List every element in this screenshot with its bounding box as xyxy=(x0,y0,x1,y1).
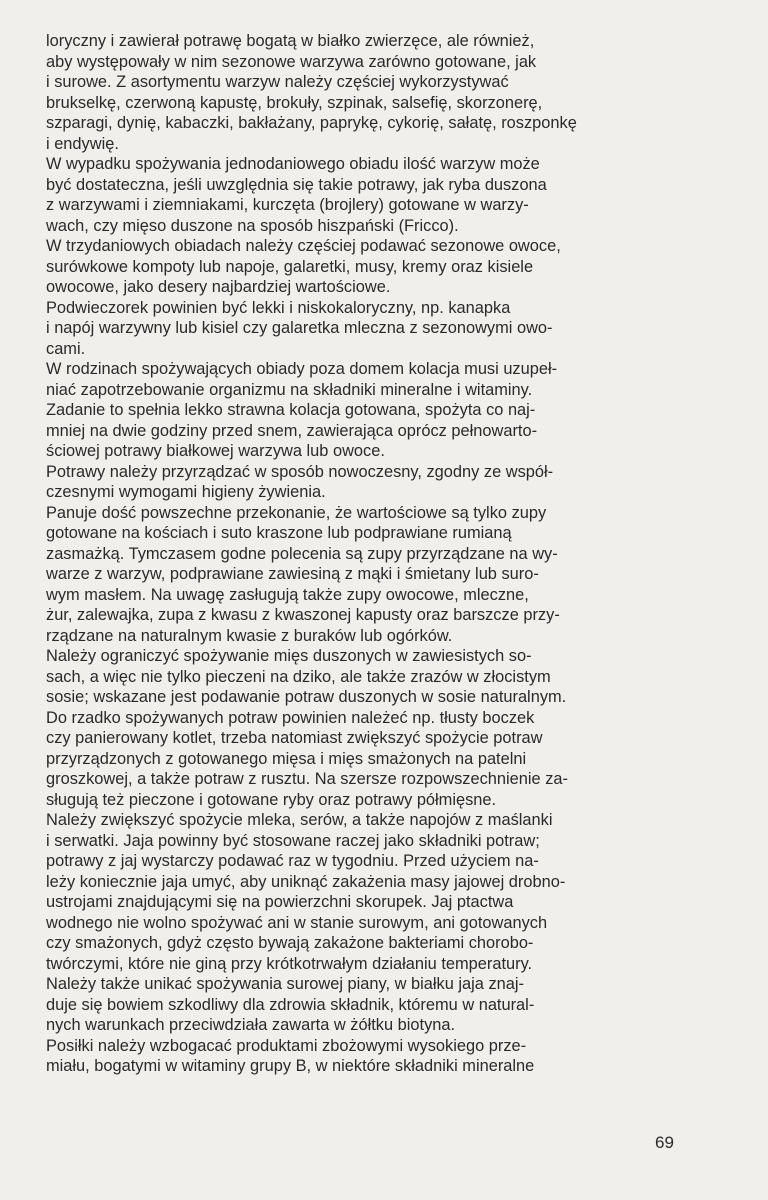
text-line: owocowe, jako desery najbardziej wartościowe. xyxy=(46,278,391,296)
text-line: mniej na dwie godziny przed snem, zawierająca oprócz pełnowarto- xyxy=(46,421,538,440)
text-line: być dostateczna, jeśli uwzględnia się takie potrawy, jak ryba duszona xyxy=(46,175,547,194)
text-line: Potrawy należy przyrządzać w sposób nowoczesny, zgodny ze współ- xyxy=(46,462,554,481)
text-line: Należy także unikać spożywania surowej piany, w białku jaja znaj- xyxy=(46,975,524,993)
text-line: i endywię. xyxy=(46,134,119,153)
text-line: cami. xyxy=(46,339,86,358)
text-line: potrawy z jaj wystarczy podawać raz w tygodniu. Przed użyciem na- xyxy=(46,852,539,870)
text-line: brukselkę, czerwoną kapustę, brokuły, szpinak, salsefię, skorzonerę, xyxy=(46,93,543,112)
text-line: surówkowe kompoty lub napoje, galaretki, musy, kremy oraz kisiele xyxy=(46,257,534,276)
text-line: ustrojami znajdującymi się na powierzchni skorupek. Jaj ptactwa xyxy=(46,893,514,911)
text-line: twórczymi, które nie giną przy krótkotrwałym działaniu temperatury. xyxy=(46,954,533,973)
text-line: czesnymi wymogami higieny żywienia. xyxy=(46,483,326,501)
page-number: 69 xyxy=(655,1133,674,1152)
text-line: W trzydaniowych obiadach należy częściej podawać sezonowe owoce, xyxy=(46,237,561,255)
text-line: rządzane na naturalnym kwasie z buraków lub ogórków. xyxy=(46,626,453,645)
text-line: miału, bogatymi w witaminy grupy B, w niektóre składniki mineralne xyxy=(46,1057,535,1075)
text-line: W rodzinach spożywających obiady poza domem kolacja musi uzupeł- xyxy=(46,360,558,378)
text-line: ściowej potrawy białkowej warzywa lub owoce. xyxy=(46,442,385,460)
text-line: z warzywami i ziemniakami, kurczęta (brojlery) gotowane w warzy- xyxy=(46,196,529,214)
text-line: wym masłem. Na uwagę zasługują także zupy owocowe, mleczne, xyxy=(46,585,529,604)
text-line: szparagi, dynię, kabaczki, bakłażany, paprykę, cykorię, sałatę, roszponkę xyxy=(46,114,577,132)
text-line: nych warunkach przeciwdziała zawarta w żółtku biotyna. xyxy=(46,1016,456,1034)
text-line: duje się bowiem szkodliwy dla zdrowia składnik, któremu w natural- xyxy=(46,995,535,1014)
text-line: niać zapotrzebowanie organizmu na składniki mineralne i witaminy. xyxy=(46,380,533,399)
text-line: sosie; wskazane jest podawanie potraw duszonych w sosie naturalnym. xyxy=(46,688,567,706)
text-line: Do rzadko spożywanych potraw powinien należeć np. tłusty boczek xyxy=(46,708,535,727)
text-line: Zadanie to spełnia lekko strawna kolacja gotowana, spożyta co naj- xyxy=(46,401,536,419)
text-line: i napój warzywny lub kisiel czy galaretka mleczna z sezonowymi owo- xyxy=(46,319,553,337)
text-line: warze z warzyw, podprawiane zawiesiną z mąki i śmietany lub suro- xyxy=(46,565,539,583)
text-line: wodnego nie wolno spożywać ani w stanie surowym, ani gotowanych xyxy=(46,913,548,932)
text-line: przyrządzonych z gotowanego mięsa i mięs smażonych na patelni xyxy=(46,749,527,768)
text-line: gotowane na kościach i suto kraszone lub podprawiane rumianą xyxy=(46,524,512,542)
text-line: sach, a więc nie tylko pieczeni na dziko, ale także zrazów w złocistym xyxy=(46,667,551,686)
text-line: Podwieczorek powinien być lekki i niskokaloryczny, np. kanapka xyxy=(46,298,511,317)
text-line: czy panierowany kotlet, trzeba natomiast zwiększyć spożycie potraw xyxy=(46,729,543,747)
text-line: żur, zalewajka, zupa z kwasu z kwaszonej kapusty oraz barszcze przy- xyxy=(46,606,560,624)
text-line: wach, czy mięso duszone na sposób hiszpański (Fricco). xyxy=(46,216,459,235)
text-line: sługują też pieczone i gotowane ryby oraz potrawy półmięsne. xyxy=(46,790,497,809)
document-body xyxy=(46,31,684,1077)
text-line: W wypadku spożywania jednodaniowego obiadu ilość warzyw może xyxy=(46,155,540,173)
text-line: czy smażonych, gdyż często bywają zakażone bakteriami chorobo- xyxy=(46,934,534,952)
text-line: i serwatki. Jaja powinny być stosowane raczej jako składniki potraw; xyxy=(46,831,540,850)
text-line: Należy ograniczyć spożywanie mięs duszonych w zawiesistych so- xyxy=(46,647,532,665)
text-line: Należy zwiększyć spożycie mleka, serów, a także napojów z maślanki xyxy=(46,811,553,829)
text-line: groszkowej, a także potraw z rusztu. Na szersze rozpowszechnienie za- xyxy=(46,770,568,788)
text-line: Posiłki należy wzbogacać produktami zbożowymi wysokiego prze- xyxy=(46,1036,527,1055)
text-line: aby występowały w nim sezonowe warzywa zarówno gotowane, jak xyxy=(46,52,537,71)
text-line: Panuje dość powszechne przekonanie, że wartościowe są tylko zupy xyxy=(46,503,547,522)
text-line: zasmażką. Tymczasem godne polecenia są zupy przyrządzane na wy- xyxy=(46,544,558,563)
text-line: i surowe. Z asortymentu warzyw należy częściej wykorzystywać xyxy=(46,73,509,91)
text-line: loryczny i zawierał potrawę bogatą w białko zwierzęce, ale również, xyxy=(46,32,535,50)
text-line: leży koniecznie jaja umyć, aby uniknąć zakażenia masy jajowej drobno- xyxy=(46,872,566,891)
